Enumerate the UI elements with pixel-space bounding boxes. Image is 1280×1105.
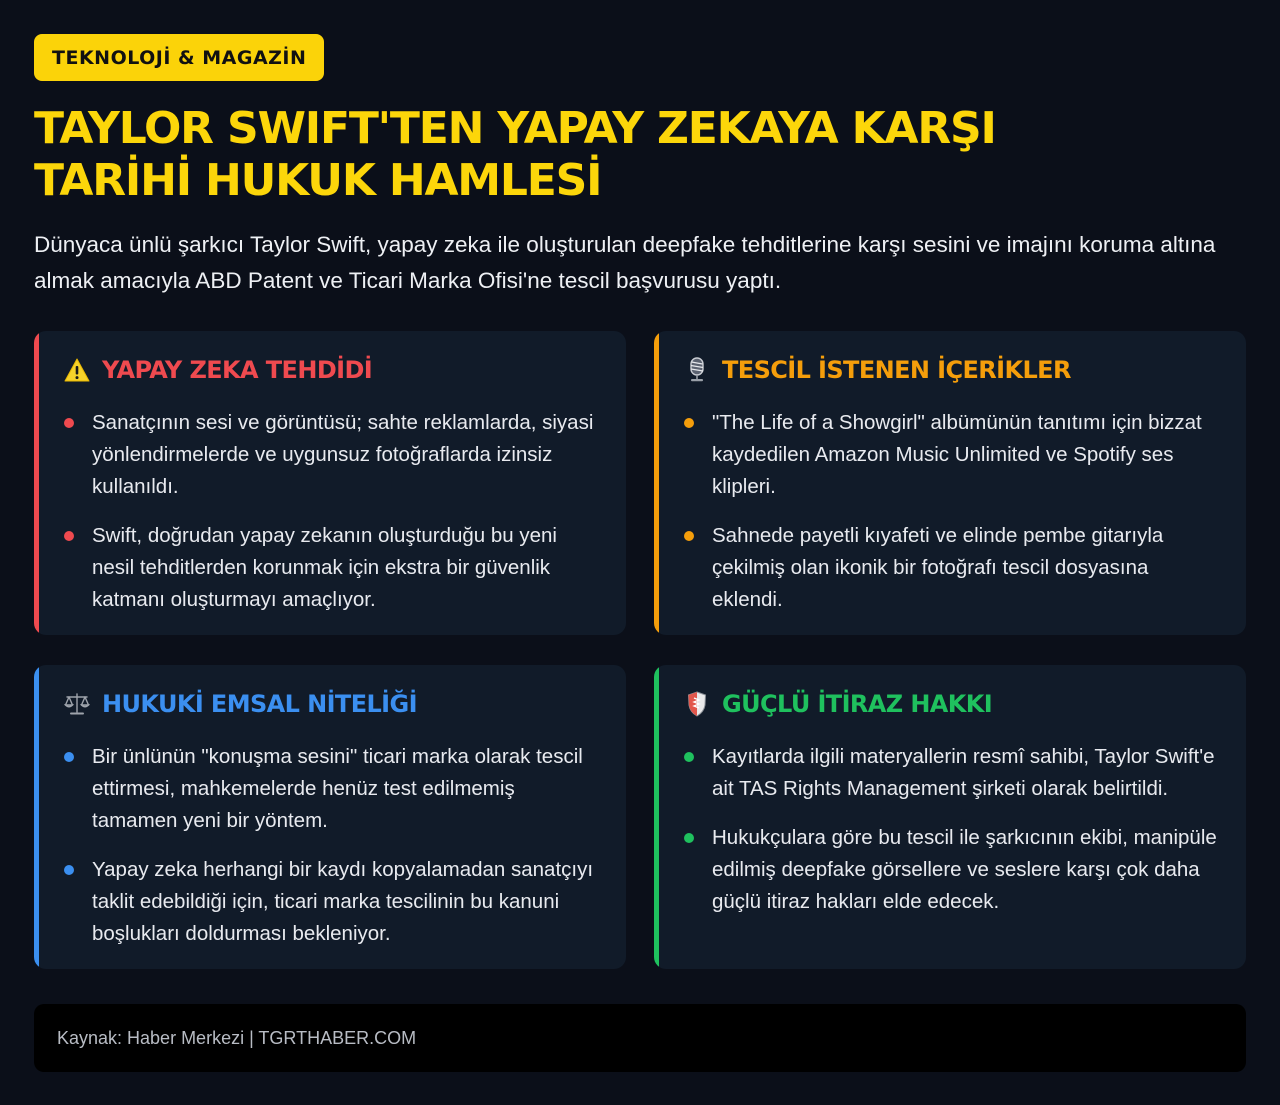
card-grid [34, 331, 1246, 969]
shield-icon [684, 691, 710, 717]
bullet-list [684, 407, 1222, 616]
list-item: Sahnede payetli kıyafeti ve elinde pembe gitarıyla çekilmiş olan ikonik bir fotoğrafı tescil dosyasına eklendi. [684, 520, 1222, 616]
list-item: Hukukçulara göre bu tescil ile şarkıcının ekibi, manipüle edilmiş deepfake görsellere ve seslere karşı çok daha güçlü itiraz hakları elde edecek. [684, 822, 1222, 918]
list-item: Kayıtlarda ilgili materyallerin resmî sahibi, Taylor Swift'e ait TAS Rights Management şirketi olarak belirtildi. [684, 741, 1222, 805]
card-title [64, 687, 602, 721]
source-text: Kaynak: Haber Merkezi | TGRTHABER.COM [57, 1027, 417, 1048]
microphone-icon [684, 357, 710, 383]
bullet-dot [64, 531, 74, 541]
bullet-dot [684, 752, 694, 762]
lead-paragraph: Dünyaca ünlü şarkıcı Taylor Swift, yapay zeka ile oluşturulan deepfake tehditlerine karşı sesini ve imajını koruma altına almak amacıyla ABD Patent ve Ticari Marka Ofisi'ne tescil başvurusu yaptı. [34, 232, 1216, 293]
list-item: Yapay zeka herhangi bir kaydı kopyalamadan sanatçıyı taklit edebildiği için, ticari marka tescilinin bu kanuni boşlukları doldurması bekleniyor. [64, 854, 602, 950]
bullet-dot [64, 752, 74, 762]
card-title-text: YAPAY ZEKA TEHDİDİ [102, 356, 373, 384]
accent-bar [654, 665, 659, 969]
bullet-dot [64, 865, 74, 875]
accent-bar [34, 665, 39, 969]
category-badge: TEKNOLOJİ & MAGAZİN [34, 34, 324, 81]
card-title-text: GÜÇLÜ İTİRAZ HAKKI [722, 690, 993, 718]
card-title [684, 687, 1222, 721]
accent-bar [34, 331, 39, 635]
bullet-dot [684, 531, 694, 541]
list-item: "The Life of a Showgirl" albümünün tanıtımı için bizzat kaydedilen Amazon Music Unlimited ve Spotify ses klipleri. [684, 407, 1222, 503]
bullet-list [64, 741, 602, 950]
infographic [34, 34, 1246, 1048]
list-item: Bir ünlünün "konuşma sesini" ticari marka olarak tescil ettirmesi, mahkemelerde henüz test edilmemiş tamamen yeni bir yöntem. [64, 741, 602, 837]
card-registered-content [654, 331, 1246, 635]
accent-bar [654, 331, 659, 635]
list-item: Sanatçının sesi ve görüntüsü; sahte reklamlarda, siyasi yönlendirmelerde ve uygunsuz fotoğraflarda izinsiz kullanıldı. [64, 407, 602, 503]
source-footer [34, 1004, 1246, 1072]
card-title-text: HUKUKİ EMSAL NİTELİĞİ [102, 690, 417, 718]
bullet-list [64, 407, 602, 616]
list-item: Swift, doğrudan yapay zekanın oluşturduğu bu yeni nesil tehditlerden korunmak için ekstra bir güvenlik katmanı oluşturmayı amaçlıyor. [64, 520, 602, 616]
page-title: TAYLOR SWIFT'TEN YAPAY ZEKAYA KARŞI TARİHİ HUKUK HAMLESİ [34, 103, 996, 206]
bullet-dot [64, 418, 74, 428]
card-ai-threat [34, 331, 626, 635]
warning-icon [64, 357, 90, 383]
card-legal-precedent [34, 665, 626, 969]
card-title [684, 353, 1222, 387]
bullet-dot [684, 418, 694, 428]
bullet-list [684, 741, 1222, 918]
card-strong-objection [654, 665, 1246, 969]
card-title-text: TESCİL İSTENEN İÇERİKLER [722, 356, 1071, 384]
card-title [64, 353, 602, 387]
bullet-dot [684, 833, 694, 843]
scales-icon [64, 691, 90, 717]
